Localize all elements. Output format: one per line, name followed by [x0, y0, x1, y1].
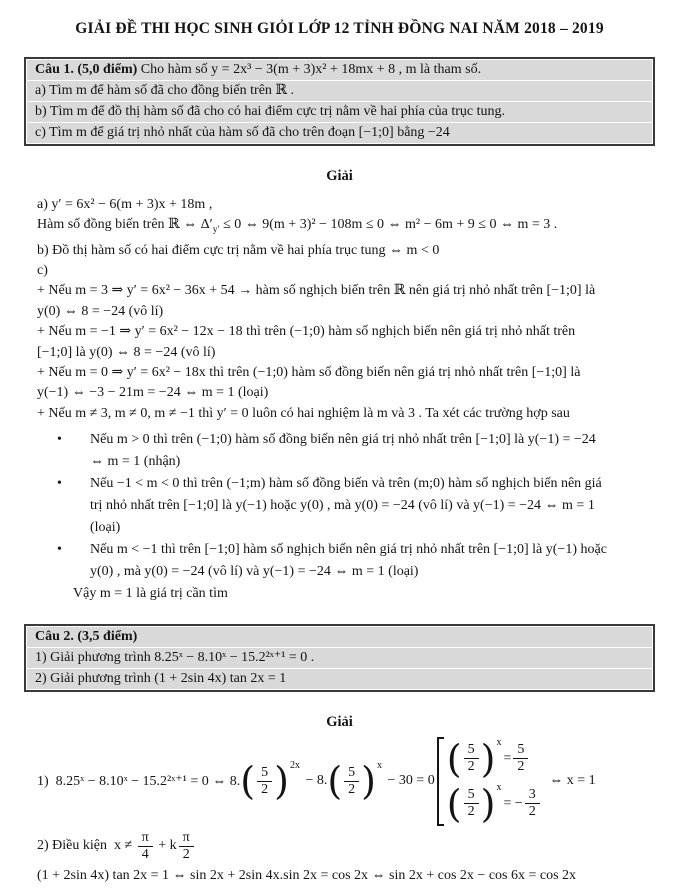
open-paren: ( — [446, 781, 462, 826]
sol2-trig-transform-line: (1 + 2sin 4x) tan 2x = 1 ⇔ sin 2x + 2sin 4x.sin 2x = cos 2x ⇔ sin 2x + cos 2x − cos 6x = cos 2x — [37, 868, 577, 884]
case-stack — [447, 737, 542, 826]
fraction-denominator: 2 — [261, 781, 269, 797]
case1-right-fraction — [513, 742, 528, 775]
sol2-eq1-prefix: 1) 8.25ˣ − 8.10ˣ − 15.2²ˣ⁺¹ = 0 ⇔ 8. — [37, 773, 241, 789]
sol2-condition-line — [37, 830, 679, 863]
case2-relation: = − — [503, 795, 523, 811]
solution-2-heading: Giải — [326, 713, 353, 730]
sol1-bullet-case-2: • Nếu −1 < m < 0 thì trên (−1;m) hàm số đồng biến và trên (m;0) hàm số nghịch biến nên giá trị nhỏ nhất trên [−1;0] là y(−1) hoặc y(0) , mà y(0) = −24 (vô lí) và y(−1) = −24 ⇔ m = 1 (loại) — [37, 473, 655, 538]
fraction-numerator: π — [138, 830, 153, 847]
fraction-five-halves — [344, 765, 359, 798]
fraction-denominator: 4 — [141, 846, 149, 862]
fraction-numerator: 5 — [464, 787, 479, 804]
sol1-case-m-equals-minus-1: + Nếu m = −1 ⇒ y′ = 6x² − 12x − 18 thì trên (−1;0) hàm số nghịch biến nên giá trị nhỏ nhất trên [−1;0] là y(0) ⇔ 8 = −24 (vô lí) — [37, 324, 576, 360]
sol2-eq1-result: ⇔ x = 1 — [545, 773, 596, 789]
question-2-box — [24, 624, 655, 692]
fraction-denominator: 2 — [528, 804, 536, 820]
fraction-numerator: 5 — [464, 742, 479, 759]
question-1-heading-row — [27, 60, 652, 80]
question-1-box — [24, 57, 655, 146]
sol1-monotonic-line — [37, 215, 655, 240]
fraction-numerator: 5 — [257, 765, 272, 782]
question-2-heading-row — [27, 627, 652, 647]
sol2-condition-mid: + k — [154, 838, 177, 854]
close-paren: ) — [361, 759, 376, 804]
fraction-five-halves — [257, 765, 272, 798]
question-1-label: Câu 1. (5,0 điểm) — [35, 62, 138, 77]
sol1-bullet-case-3: • Nếu m < −1 thì trên [−1;0] hàm số nghịch biến nên giá trị nhỏ nhất trên [−1;0] là y(−1) hoặc y(0) , mà y(0) = −24 (vô lí) và y(−1) = −24 ⇔ m = 1 (loại) — [37, 539, 655, 582]
case-row-2 — [447, 783, 542, 825]
sol2-equation-1 — [37, 737, 679, 826]
question-1-item-a: a) Tìm m để hàm số đã cho đồng biến trên ℝ . — [27, 81, 652, 101]
pi-over-two-fraction — [179, 830, 194, 863]
sol1-bullet-case-1: • Nếu m > 0 thì trên (−1;0) hàm số đồng biến nên giá trị nhỏ nhất trên [−1;0] là y(−1) = −24 ⇔ m = 1 (nhận) — [37, 429, 655, 472]
sol2-eq1-fraction-2 — [327, 760, 384, 802]
sol2-eq1-mid-1: − 8. — [301, 773, 328, 789]
case2-right-fraction — [525, 787, 540, 820]
sol1-case-m-equals-3: + Nếu m = 3 ⇒ y′ = 6x² − 36x + 54 → hàm số nghịch biến trên ℝ nên giá trị nhỏ nhất trên [−1;0] là y(0) ⇔ 8 = −24 (vô lí) — [37, 283, 596, 319]
sol1-case-bullets — [37, 429, 655, 582]
sol2-eq1-case-system — [437, 737, 542, 826]
question-2-item-1: 1) Giải phương trình 8.25ˣ − 8.10ˣ − 15.2²ˣ⁺¹ = 0 . — [27, 648, 652, 668]
exponent: x — [377, 759, 382, 771]
close-paren: ) — [274, 759, 289, 804]
sol1-derivative-line: a) y′ = 6x² − 6(m + 3)x + 18m , — [37, 197, 213, 212]
case2-left — [447, 783, 504, 825]
exponent: x — [496, 737, 502, 749]
case-row-1 — [447, 738, 542, 780]
solution-1-heading: Giải — [326, 168, 353, 184]
sol2-condition-prefix: 2) Điều kiện x ≠ — [37, 838, 136, 854]
pi-over-four-fraction — [138, 830, 153, 863]
page-title: GIẢI ĐỀ THI HỌC SINH GIỎI LỚP 12 TỈNH ĐỒNG NAI NĂM 2018 – 2019 — [75, 20, 604, 37]
fraction-denominator: 2 — [517, 759, 525, 775]
left-square-bracket — [437, 737, 444, 826]
case1-left — [447, 738, 504, 780]
close-paren: ) — [480, 781, 496, 826]
question-1-item-b: b) Tìm m để đồ thị hàm số đã cho có hai điểm cực trị nằm về hai phía của trục tung. — [27, 102, 652, 122]
sol1-delta-prefix: Hàm số đồng biến trên ℝ ⇔ Δ′ — [37, 217, 213, 233]
fraction-denominator: 2 — [467, 804, 475, 820]
open-paren: ( — [446, 736, 462, 781]
sol2-eq1-fraction-1 — [240, 760, 302, 802]
fraction-numerator: π — [179, 830, 194, 847]
sol1-part-b-line: b) Đồ thị hàm số có hai điểm cực trị nằm về hai phía trục tung ⇔ m < 0 — [37, 242, 440, 258]
fraction-numerator: 5 — [344, 765, 359, 782]
case1-relation: = — [503, 750, 512, 766]
fraction-numerator: 3 — [525, 787, 540, 804]
sol1-case-m-other: + Nếu m ≠ 3, m ≠ 0, m ≠ −1 thì y′ = 0 luôn có hai nghiệm là m và 3 . Ta xét các trường hợp sau — [37, 405, 570, 421]
exponent: 2x — [289, 759, 300, 771]
sol1-case-m-equals-0: + Nếu m = 0 ⇒ y′ = 6x² − 18x thì trên (−1;0) hàm số đồng biến nên giá trị nhỏ nhất trên [−1;0] là y(−1) ⇔ −3 − 21m = −24 ⇔ m = 1 (loại) — [37, 365, 581, 401]
fraction-denominator: 2 — [348, 781, 356, 797]
solution-1-body — [37, 195, 655, 605]
fraction-numerator: 5 — [513, 742, 528, 759]
question-1-statement: Cho hàm số y = 2x³ − 3(m + 3)x² + 18mx + 8 , m là tham số. — [137, 62, 482, 77]
open-paren: ( — [240, 759, 256, 804]
sol1-delta-suffix: ≤ 0 ⇔ 9(m + 3)² − 108m ≤ 0 ⇔ m² − 6m + 9 ≤ 0 ⇔ m = 3 . — [219, 217, 558, 233]
close-paren: ) — [480, 736, 496, 781]
fraction-five-halves — [464, 787, 479, 820]
sol2-eq1-mid-2: − 30 = 0 — [384, 773, 435, 789]
sol1-delta-subscript: y′ — [212, 225, 220, 236]
open-paren: ( — [327, 759, 343, 804]
fraction-denominator: 2 — [182, 846, 190, 862]
question-2-label: Câu 2. (3,5 điểm) — [35, 628, 138, 644]
question-1-item-c: c) Tìm m để giá trị nhỏ nhất của hàm số đã cho trên đoạn [−1;0] bằng −24 — [27, 123, 652, 143]
fraction-five-halves — [464, 742, 479, 775]
fraction-denominator: 2 — [467, 759, 475, 775]
exponent: x — [496, 782, 502, 794]
sol1-conclusion: Vậy m = 1 là giá trị cần tìm — [73, 586, 228, 602]
sol1-part-c-label: c) — [37, 263, 48, 279]
question-2-item-2: 2) Giải phương trình (1 + 2sin 4x) tan 2x = 1 — [27, 669, 652, 689]
